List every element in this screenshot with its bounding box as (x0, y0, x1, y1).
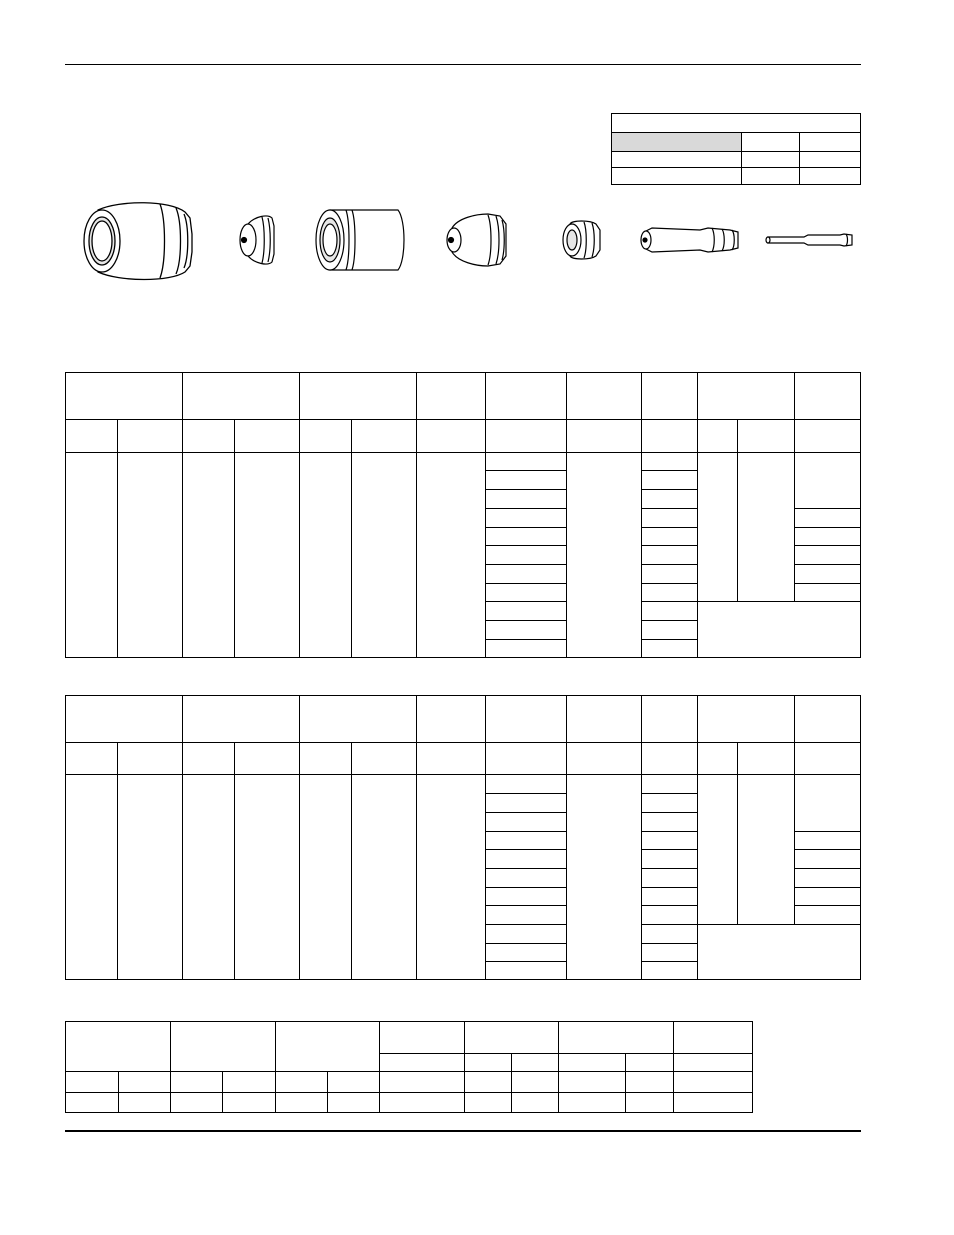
nozzle-retaining-cap-icon (316, 210, 404, 270)
swirl-ring-icon (563, 221, 600, 259)
process-table-2 (65, 695, 861, 980)
process-table-1 (65, 372, 861, 658)
nozzle-icon (447, 214, 506, 266)
shield-icon (240, 216, 274, 264)
legend-table (611, 114, 861, 185)
consumable-parts-illustration (0, 190, 954, 290)
electrode-icon (641, 228, 738, 252)
water-tube-icon (766, 234, 852, 246)
summary-table (65, 1021, 753, 1113)
retaining-cap-icon (84, 203, 192, 280)
